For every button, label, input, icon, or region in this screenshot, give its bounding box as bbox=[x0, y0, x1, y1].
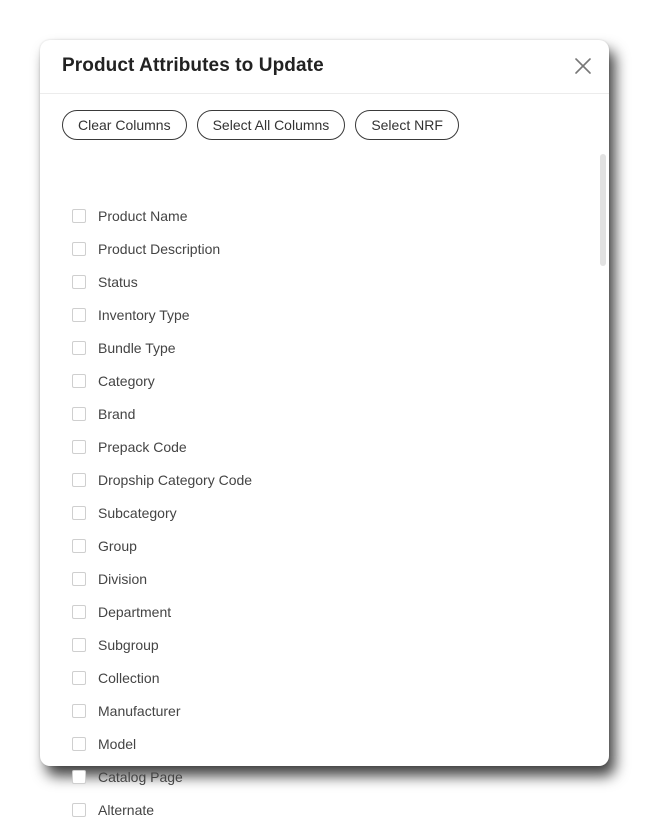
dialog-title: Product Attributes to Update bbox=[62, 55, 324, 76]
attribute-label: Alternate bbox=[98, 801, 155, 818]
checkbox[interactable] bbox=[72, 440, 86, 454]
checkbox[interactable] bbox=[72, 539, 86, 553]
select-all-columns-button[interactable]: Select All Columns bbox=[197, 110, 346, 140]
attribute-label: Status bbox=[98, 273, 138, 290]
dialog-header bbox=[40, 40, 609, 94]
attribute-label: Category bbox=[98, 372, 155, 389]
checkbox[interactable] bbox=[72, 242, 86, 256]
attribute-label: Bundle Type bbox=[98, 339, 176, 356]
checkbox[interactable] bbox=[72, 473, 86, 487]
attribute-label: Group bbox=[98, 537, 137, 554]
close-button[interactable] bbox=[571, 54, 595, 78]
attribute-item[interactable] bbox=[72, 331, 252, 364]
attribute-item[interactable] bbox=[72, 199, 252, 232]
attribute-item[interactable] bbox=[72, 298, 252, 331]
attribute-label: Dropship Category Code bbox=[98, 471, 253, 488]
attribute-label: Subcategory bbox=[98, 504, 177, 521]
checkbox[interactable] bbox=[72, 341, 86, 355]
checkbox[interactable] bbox=[72, 671, 86, 685]
dialog-body bbox=[40, 94, 609, 818]
attribute-item[interactable] bbox=[72, 760, 252, 793]
checkbox[interactable] bbox=[72, 275, 86, 289]
attribute-item[interactable] bbox=[72, 265, 252, 298]
checkbox[interactable] bbox=[72, 803, 86, 817]
attribute-label: Division bbox=[98, 570, 148, 587]
attribute-item[interactable] bbox=[72, 364, 252, 397]
attribute-item[interactable] bbox=[72, 595, 252, 628]
checkbox[interactable] bbox=[72, 572, 86, 586]
attribute-label: Department bbox=[98, 603, 172, 620]
attribute-item[interactable] bbox=[72, 793, 252, 826]
attribute-item[interactable] bbox=[72, 232, 252, 265]
checkbox[interactable] bbox=[72, 704, 86, 718]
attribute-item[interactable] bbox=[72, 628, 252, 661]
checkbox[interactable] bbox=[72, 605, 86, 619]
attribute-label: Catalog Page bbox=[98, 768, 183, 785]
attribute-label: Product Name bbox=[98, 207, 188, 224]
checkbox[interactable] bbox=[72, 209, 86, 223]
attribute-list bbox=[72, 199, 252, 826]
attribute-label: Collection bbox=[98, 669, 160, 686]
attribute-label: Inventory Type bbox=[98, 306, 190, 323]
attribute-item[interactable] bbox=[72, 397, 252, 430]
attribute-label: Subgroup bbox=[98, 636, 159, 653]
attribute-item[interactable] bbox=[72, 694, 252, 727]
close-icon bbox=[571, 54, 595, 78]
attribute-label: Prepack Code bbox=[98, 438, 187, 455]
checkbox[interactable] bbox=[72, 308, 86, 322]
attribute-label: Brand bbox=[98, 405, 136, 422]
attribute-item[interactable] bbox=[72, 529, 252, 562]
checkbox[interactable] bbox=[72, 638, 86, 652]
attribute-item[interactable] bbox=[72, 463, 252, 496]
attribute-item[interactable] bbox=[72, 430, 252, 463]
checkbox[interactable] bbox=[72, 407, 86, 421]
checkbox[interactable] bbox=[72, 737, 86, 751]
attribute-item[interactable] bbox=[72, 661, 252, 694]
select-nrf-button[interactable]: Select NRF bbox=[355, 110, 459, 140]
checkbox[interactable] bbox=[72, 770, 86, 784]
checkbox[interactable] bbox=[72, 374, 86, 388]
attribute-item[interactable] bbox=[72, 727, 252, 760]
scrollbar-thumb[interactable] bbox=[600, 154, 606, 266]
product-attributes-dialog bbox=[40, 40, 609, 818]
clear-columns-button[interactable]: Clear Columns bbox=[62, 110, 187, 140]
attribute-label: Manufacturer bbox=[98, 702, 181, 719]
attribute-item[interactable] bbox=[72, 562, 252, 595]
column-actions bbox=[62, 110, 459, 140]
attribute-item[interactable] bbox=[72, 496, 252, 529]
attribute-label: Model bbox=[98, 735, 137, 752]
checkbox[interactable] bbox=[72, 506, 86, 520]
attribute-label: Product Description bbox=[98, 240, 221, 257]
